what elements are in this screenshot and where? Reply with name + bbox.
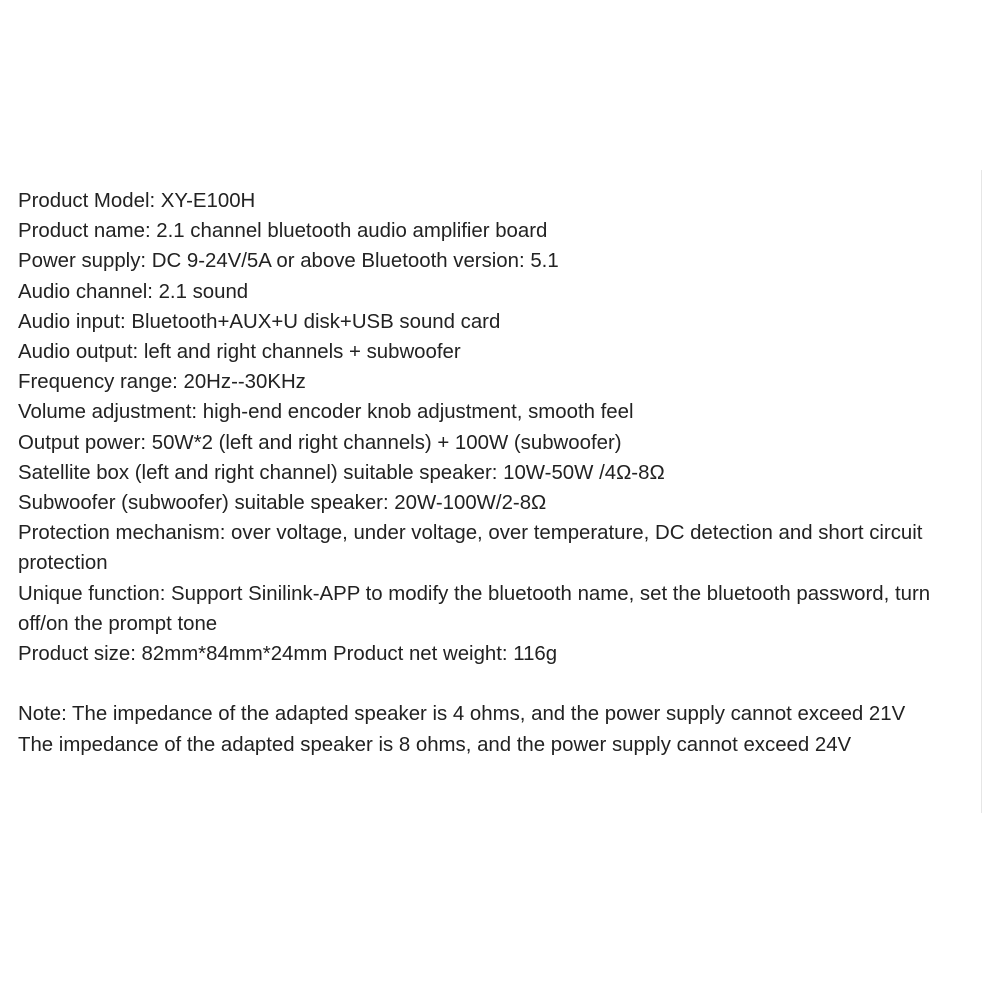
note-8-ohm: The impedance of the adapted speaker is 8 ohms, and the power supply cannot exceed 24V — [18, 733, 852, 756]
spec-satellite-speaker: Satellite box (left and right channel) suitable speaker: 10W-50W /4Ω-8Ω — [18, 461, 665, 484]
spec-audio-input: Audio input: Bluetooth+AUX+U disk+USB sound card — [18, 310, 501, 333]
spec-product-size-weight: Product size: 82mm*84mm*24mm Product net weight: 116g — [18, 643, 558, 666]
spec-volume-adjustment: Volume adjustment: high-end encoder knob adjustment, smooth feel — [18, 401, 634, 424]
spec-audio-channel: Audio channel: 2.1 sound — [18, 280, 249, 303]
spec-subwoofer-speaker: Subwoofer (subwoofer) suitable speaker: 20W-100W/2-8Ω — [18, 492, 547, 515]
right-edge-divider — [981, 170, 982, 813]
spec-power-supply: Power supply: DC 9-24V/5A or above Bluetooth version: 5.1 — [18, 250, 559, 273]
spec-product-name: Product name: 2.1 channel bluetooth audio amplifier board — [18, 220, 548, 243]
note-4-ohm: Note: The impedance of the adapted speaker is 4 ohms, and the power supply cannot exceed 21V — [18, 703, 906, 726]
spec-unique-function: Unique function: Support Sinilink-APP to modify the bluetooth name, set the bluetooth password, turn off/on the prompt tone — [18, 582, 931, 635]
spec-protection-mechanism: Protection mechanism: over voltage, under voltage, over temperature, DC detection and short circuit protection — [18, 522, 923, 575]
spec-output-power: Output power: 50W*2 (left and right channels) + 100W (subwoofer) — [18, 431, 622, 454]
spec-frequency-range: Frequency range: 20Hz--30KHz — [18, 371, 306, 394]
spacer — [18, 669, 968, 699]
spec-audio-output: Audio output: left and right channels + subwoofer — [18, 341, 461, 364]
spec-product-model: Product Model: XY-E100H — [18, 190, 256, 212]
product-spec-text — [18, 186, 968, 760]
